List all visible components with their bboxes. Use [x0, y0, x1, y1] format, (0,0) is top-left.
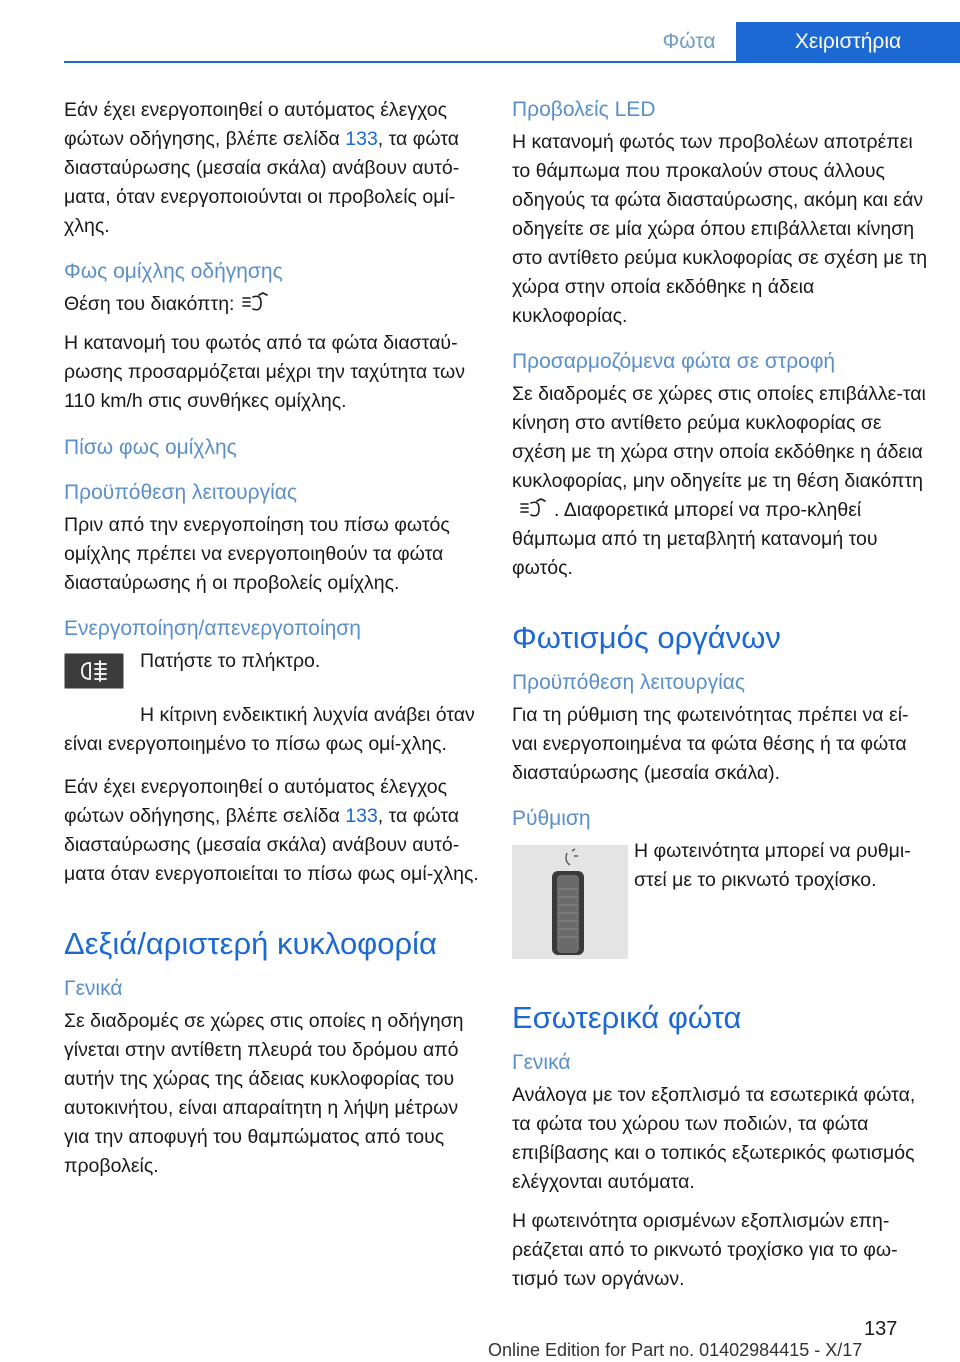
rear-fog-button-row	[64, 647, 480, 705]
dimmer-wheel-icon	[512, 845, 628, 959]
heading-general-right: Γενικά	[512, 1051, 571, 1074]
heading-rear-fog: Πίσω φως ομίχλης	[64, 436, 237, 459]
prerequisite-paragraph: Πριν από την ενεργοποίηση του πίσω φωτός ομίχλης πρέπει να ενεργοποιηθούν τα φώτα διασταύρωσης ή οι προβολείς ομίχλης.	[64, 514, 450, 594]
adjust-paragraph: Η φωτεινότητα μπορεί να ρυθμι-στεί με το ρικνωτό τροχίσκο.	[634, 840, 911, 891]
page-header	[0, 22, 960, 62]
general-paragraph-left: Σε διαδρομές σε χώρες στις οποίες η οδήγηση γίνεται στην αντίθετη πλευρά του δρόμου από αυτήν της χώρας της άδειας κυκλοφορίας του αυτοκινήτου, είναι απαραίτητη η λήψη μέτρων για την αποφυγή του θαμπώματος από τους προβολείς.	[64, 1010, 464, 1177]
heading-fog-light: Φως ομίχλης οδήγησης	[64, 260, 283, 283]
light-switch-auto-icon	[518, 498, 548, 520]
page-link-133-b[interactable]: 133	[345, 805, 378, 827]
auto-light-paragraph: Εάν έχει ενεργοποιηθεί ο αυτόματος έλεγχος φώτων οδήγησης, βλέπε σελίδα 133, τα φώτα διασταύρωσης (μεσαία σκάλα) ανάβουν αυτό-ματα, όταν ενεργοποιούνται οι προβολείς ομί-χλης.	[64, 99, 460, 237]
edition-note: Online Edition for Part no. 01402984415 - X/17	[488, 1340, 863, 1360]
fog-light-paragraph: Η κατανομή του φωτός από τα φώτα διασταύ-ρωσης προσαρμόζεται μέχρι την ταχύτητα των 110 km/h στις συνθήκες ομίχλης.	[64, 332, 466, 412]
heading-led: Προβολείς LED	[512, 98, 656, 121]
switch-position-line: Θέση του διακόπτη:	[64, 290, 480, 319]
brightness-paragraph: Η φωτεινότητα ορισμένων εξοπλισμών επη-ρεάζεται από το ρικνωτό τροχίσκο για το φω-τισμό των οργάνων.	[512, 1210, 898, 1290]
page-link-133[interactable]: 133	[345, 128, 378, 150]
auto-light-paragraph-2: Εάν έχει ενεργοποιηθεί ο αυτόματος έλεγχος φώτων οδήγησης, βλέπε σελίδα 133, τα φώτα διασταύρωσης (μεσαία σκάλα) ανάβουν αυτό-ματα όταν ενεργοποιείται το πίσω φως ομί-χλης.	[64, 776, 479, 885]
rear-fog-button-icon	[78, 659, 110, 683]
header-rule	[64, 61, 960, 63]
tab-controls[interactable]: Χειριστήρια	[736, 22, 960, 62]
press-button-text: Πατήστε το πλήκτρο.	[140, 650, 321, 672]
heading-adaptive: Προσαρμοζόμενα φώτα σε στροφή	[512, 350, 836, 373]
left-column	[64, 96, 480, 1191]
dimmer-wheel-row	[512, 837, 928, 953]
heading-adjust: Ρύθμιση	[512, 807, 591, 830]
heading-general-left: Γενικά	[64, 977, 123, 1000]
rear-fog-button[interactable]	[64, 653, 124, 689]
heading-interior-lights: Εσωτερικά φώτα	[512, 1000, 742, 1035]
led-paragraph: Η κατανομή φωτός των προβολέων αποτρέπει το θάμπωμα που προκαλούν στους άλλους οδηγούς τα φώτα διασταύρωσης, ακόμη και εάν οδηγείτε σε μία χώρα όπου επιβάλλεται κίνηση στο αντίθετο ρεύμα κυκλοφορίας σε σχέση με τη χώρα στην οποία εκδόθηκε η άδεια κυκλοφορίας.	[512, 131, 928, 327]
adaptive-paragraph: Σε διαδρομές σε χώρες στις οποίες επιβάλλε-ται κίνηση στο αντίθετο ρεύμα κυκλοφορίας σε σχέση με τη χώρα στην οποία εκδόθηκε η άδεια κυκλοφορίας, μην οδηγείτε με τη θέση διακόπτη. Διαφορετικά μπορεί να προ-κληθεί θάμπωμα από τη μεταβλητή κατανομή του φωτός.	[512, 383, 926, 579]
heading-instrument-lighting: Φωτισμός οργάνων	[512, 620, 781, 655]
prerequisite-paragraph-right: Για τη ρύθμιση της φωτεινότητας πρέπει να εί-ναι ενεργοποιημένα τα φώτα θέσης ή τα φώτα διασταύρωσης (μεσαία σκάλα).	[512, 704, 909, 784]
dimmer-wheel-image	[512, 845, 628, 959]
heading-prerequisite: Προϋπόθεση λειτουργίας	[64, 481, 298, 504]
page-number: 137	[864, 1318, 898, 1340]
heading-prerequisite-right: Προϋπόθεση λειτουργίας	[512, 671, 746, 694]
right-column	[512, 96, 928, 1304]
light-switch-auto-icon	[240, 292, 270, 314]
heading-traffic: Δεξιά/αριστερή κυκλοφορία	[64, 926, 437, 961]
tab-lights[interactable]: Φώτα	[643, 22, 735, 62]
general-paragraph-right: Ανάλογα με τον εξοπλισμό τα εσωτερικά φώτα, τα φώτα του χώρου των ποδιών, τα φώτα επιβίβασης και ο τοπικός εξωτερικός φωτισμός ελέγχονται αυτόματα.	[512, 1084, 916, 1193]
indicator-paragraph: Η κίτρινη ενδεικτική λυχνία ανάβει όταν είναι ενεργοποιημένο το πίσω φως ομί-χλης.	[64, 704, 475, 755]
heading-on-off: Ενεργοποίηση/απενεργοποίηση	[64, 617, 361, 640]
